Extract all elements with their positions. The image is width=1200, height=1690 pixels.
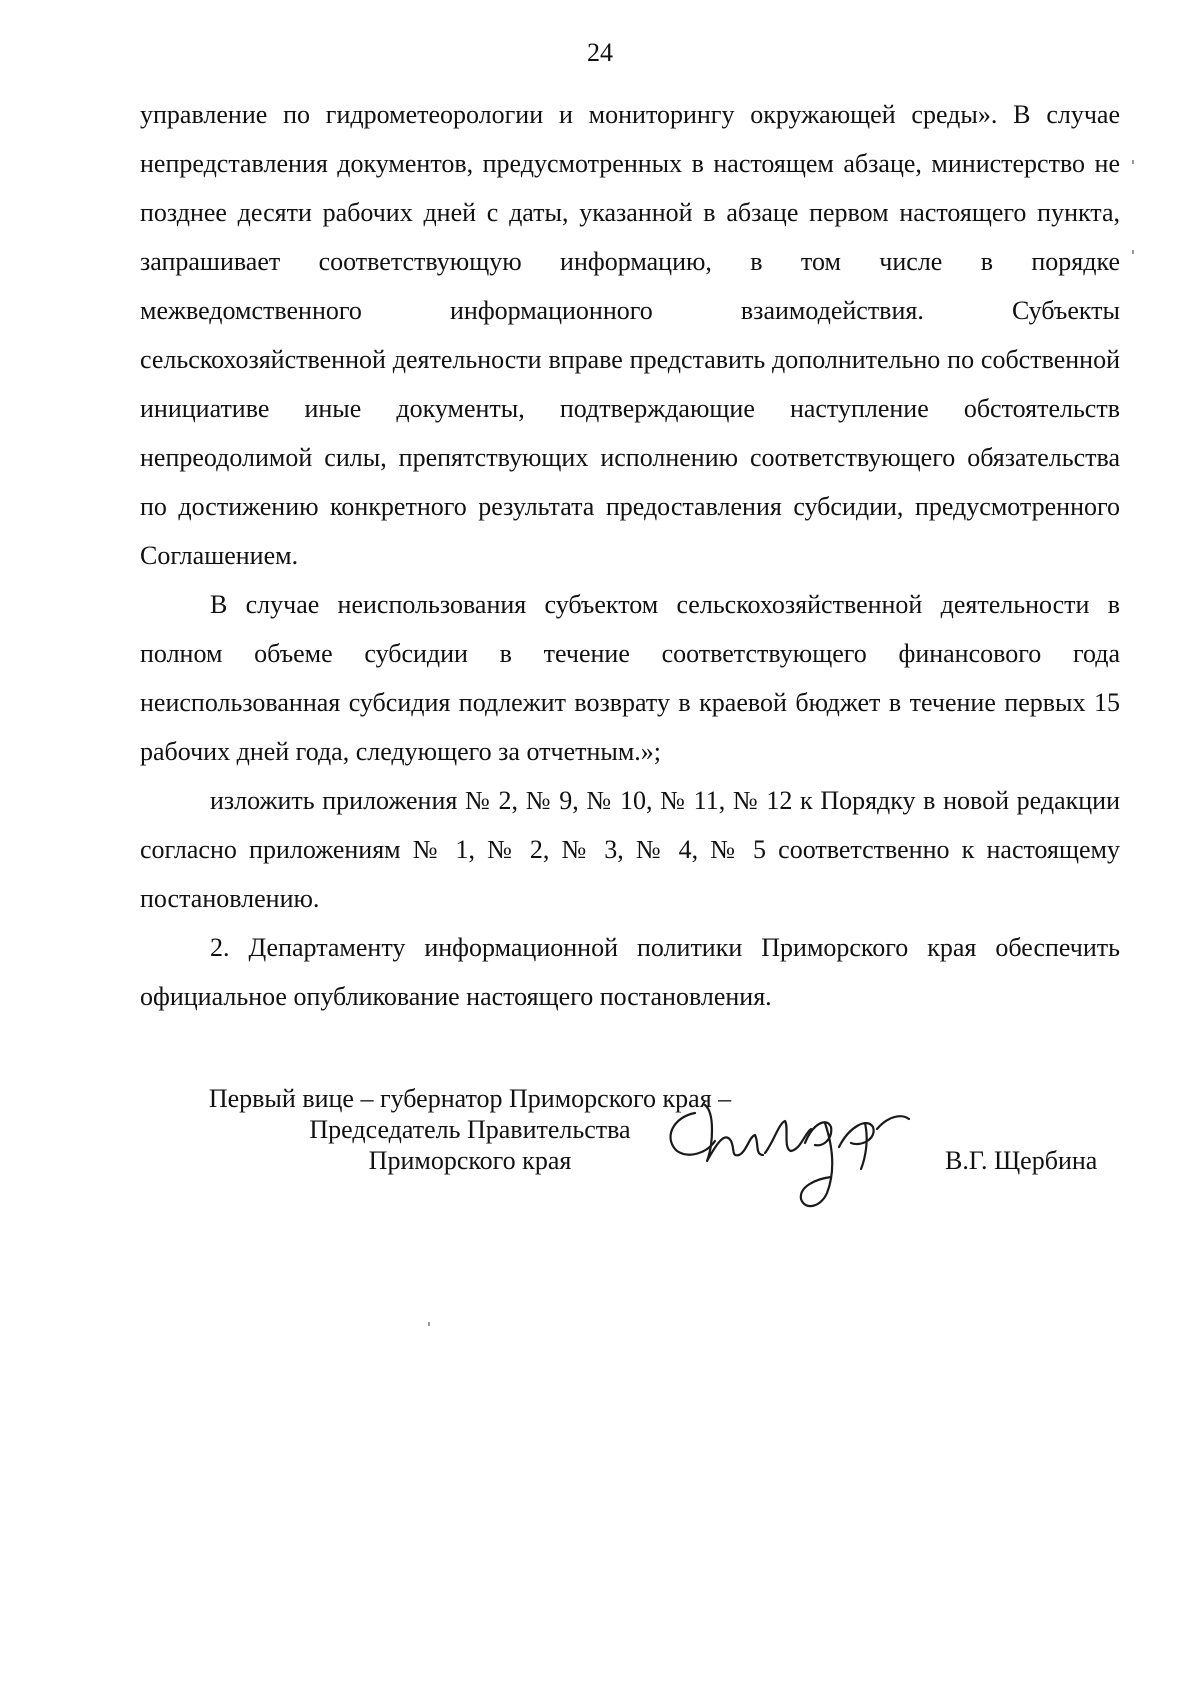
position-line-2: Председатель Правительства — [309, 1115, 631, 1144]
paragraph-appendices: изложить приложения № 2, № 9, № 10, № 11, № 12 к Порядку в новой редакции согласно приложениям № 1, № 2, № 3, № 4, № 5 соответственно к настоящему постановлению. — [140, 786, 1120, 913]
paragraph-unused-subsidy: В случае неиспользования субъектом сельскохозяйственной деятельности в полном объеме субсидии в течение соответствующего финансового года неиспользованная субсидия подлежит возврату в краевой бюджет в течение первых 15 рабочих дней года, следующего за отчетным.»; — [140, 590, 1120, 766]
paragraph-publication: 2. Департаменту информационной политики Приморского края обеспечить официальное опубликование настоящего постановления. — [140, 933, 1120, 1011]
position-line-3: Приморского края — [368, 1146, 572, 1175]
scan-speck — [1132, 160, 1134, 164]
page-number: 24 — [587, 38, 613, 67]
document-body — [140, 90, 1120, 1021]
signatory-name: В.Г. Щербина — [945, 1146, 1098, 1175]
scan-speck — [428, 1322, 430, 1326]
handwritten-signature — [655, 1083, 925, 1233]
paragraph-continuation: управление по гидрометеорологии и мониторингу окружающей среды». В случае непредставления документов, предусмотренных в настоящем абзаце, министерство не позднее десяти рабочих дней с даты, указанной в абзаце первом настоящего пункта, запрашивает соответствующую информацию, в том числе в порядке межведомственного информационного взаимодействия. Субъекты сельскохозяйственной деятельности вправе представить дополнительно по собственной инициативе иные документы, подтверждающие наступление обстоятельств непреодолимой силы, препятствующих исполнению соответствующего обязательства по достижению конкретного результата предоставления субсидии, предусмотренного Соглашением. — [140, 100, 1120, 570]
signature-block — [0, 1083, 1200, 1233]
scan-speck — [1132, 250, 1134, 254]
position-line-1: Первый вице – губернатор Приморского края – — [208, 1084, 732, 1113]
